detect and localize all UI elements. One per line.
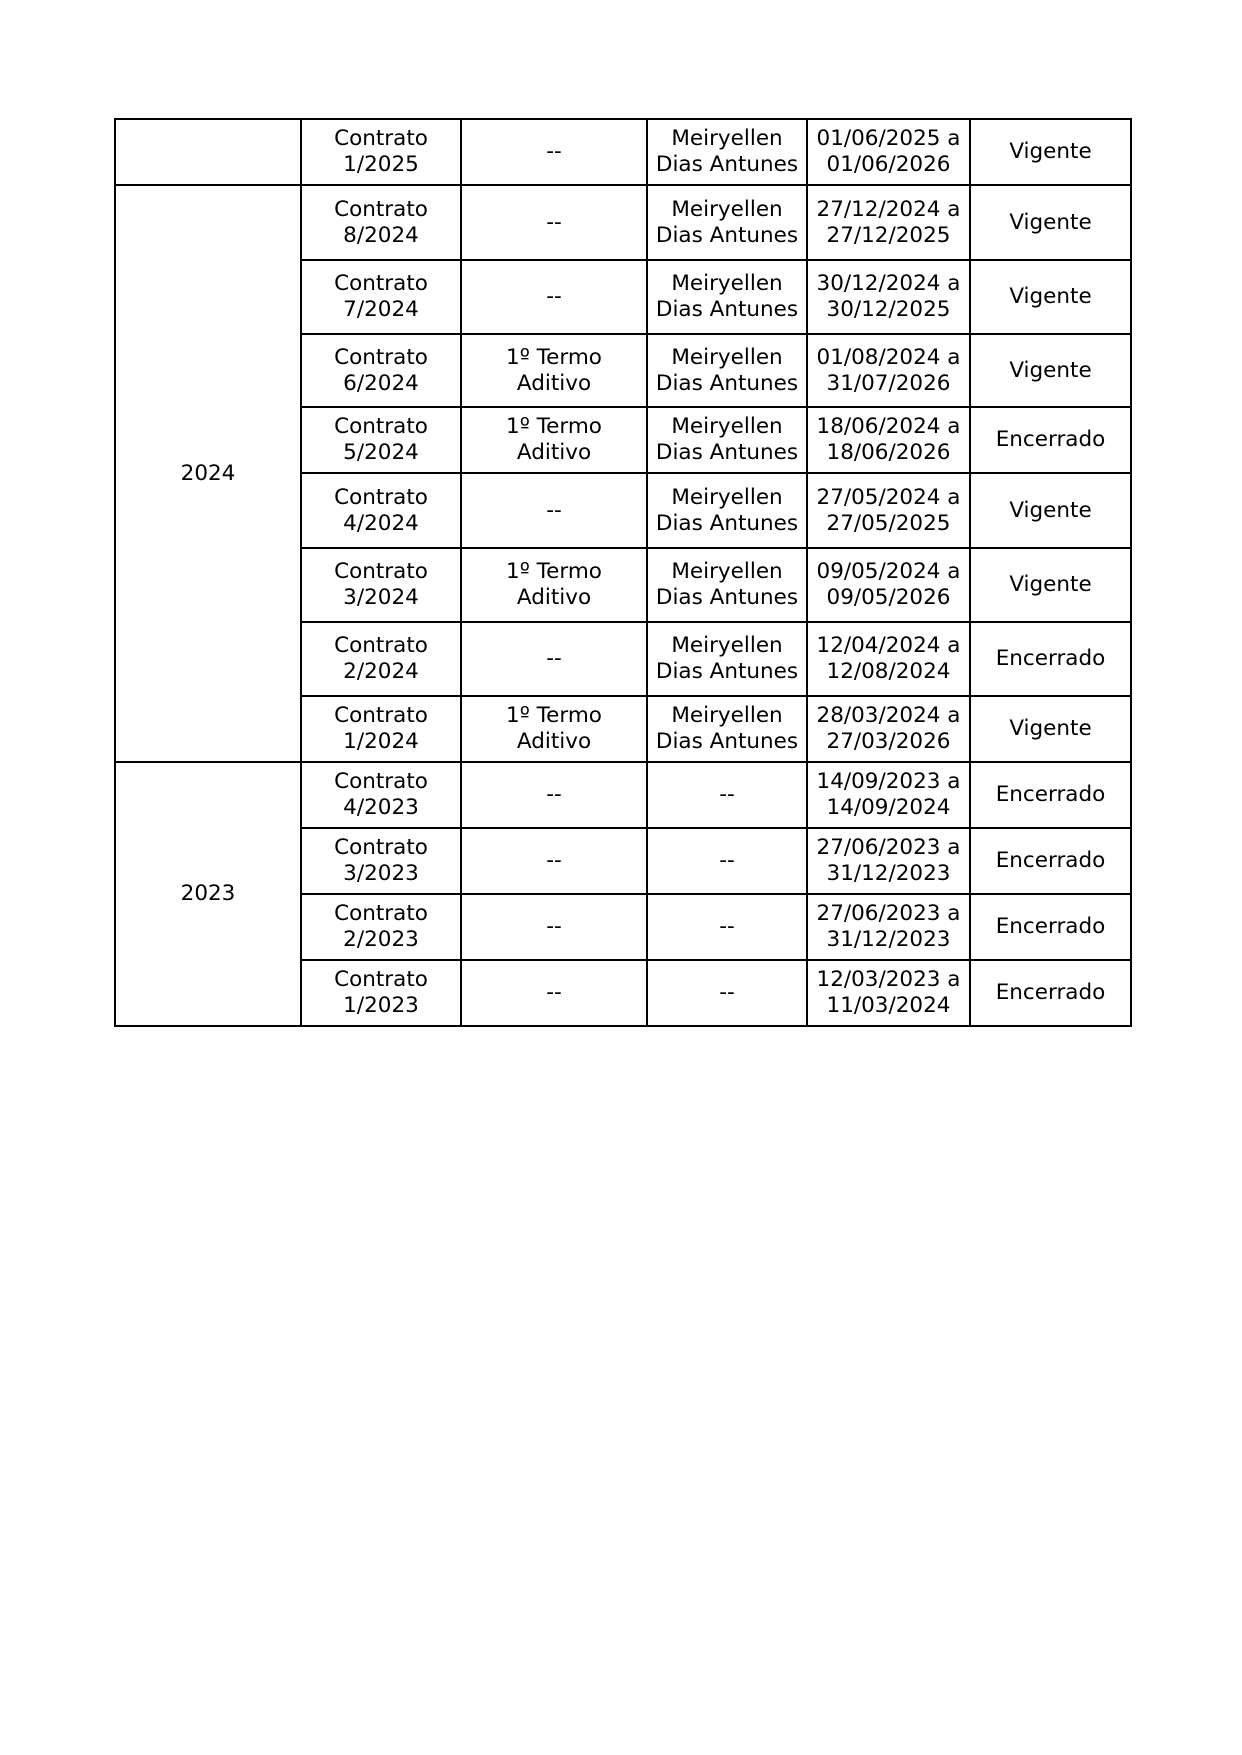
contract-cell: Contrato 2/2023 xyxy=(301,894,461,960)
status-cell: Vigente xyxy=(970,548,1131,622)
term-cell: 1º Termo Aditivo xyxy=(461,407,647,473)
period-cell: 30/12/2024 a 30/12/2025 xyxy=(807,260,970,334)
manager-cell: Meiryellen Dias Antunes xyxy=(647,334,807,407)
period-cell: 09/05/2024 a 09/05/2026 xyxy=(807,548,970,622)
contract-cell: Contrato 7/2024 xyxy=(301,260,461,334)
year-cell: 2024 xyxy=(115,185,301,762)
contract-cell: Contrato 4/2024 xyxy=(301,473,461,548)
manager-cell: Meiryellen Dias Antunes xyxy=(647,622,807,696)
period-cell: 27/06/2023 a 31/12/2023 xyxy=(807,828,970,894)
contracts-table-body xyxy=(115,119,1131,1026)
contract-cell: Contrato 4/2023 xyxy=(301,762,461,828)
period-cell: 12/04/2024 a 12/08/2024 xyxy=(807,622,970,696)
contract-cell: Contrato 1/2023 xyxy=(301,960,461,1026)
manager-cell: Meiryellen Dias Antunes xyxy=(647,407,807,473)
manager-cell: -- xyxy=(647,828,807,894)
status-cell: Encerrado xyxy=(970,960,1131,1026)
contract-cell: Contrato 3/2024 xyxy=(301,548,461,622)
status-cell: Vigente xyxy=(970,473,1131,548)
status-cell: Encerrado xyxy=(970,762,1131,828)
manager-cell: -- xyxy=(647,762,807,828)
manager-cell: Meiryellen Dias Antunes xyxy=(647,696,807,762)
term-cell: 1º Termo Aditivo xyxy=(461,548,647,622)
period-cell: 28/03/2024 a 27/03/2026 xyxy=(807,696,970,762)
term-cell: -- xyxy=(461,622,647,696)
manager-cell: Meiryellen Dias Antunes xyxy=(647,473,807,548)
year-cell: 2023 xyxy=(115,762,301,1026)
contract-cell: Contrato 8/2024 xyxy=(301,185,461,260)
term-cell: -- xyxy=(461,185,647,260)
status-cell: Encerrado xyxy=(970,894,1131,960)
contract-cell: Contrato 2/2024 xyxy=(301,622,461,696)
period-cell: 01/06/2025 a 01/06/2026 xyxy=(807,119,970,185)
contract-cell: Contrato 1/2025 xyxy=(301,119,461,185)
period-cell: 18/06/2024 a 18/06/2026 xyxy=(807,407,970,473)
contract-cell: Contrato 3/2023 xyxy=(301,828,461,894)
period-cell: 27/05/2024 a 27/05/2025 xyxy=(807,473,970,548)
contract-cell: Contrato 6/2024 xyxy=(301,334,461,407)
period-cell: 27/06/2023 a 31/12/2023 xyxy=(807,894,970,960)
period-cell: 12/03/2023 a 11/03/2024 xyxy=(807,960,970,1026)
year-cell xyxy=(115,119,301,185)
term-cell: -- xyxy=(461,119,647,185)
manager-cell: Meiryellen Dias Antunes xyxy=(647,185,807,260)
term-cell: 1º Termo Aditivo xyxy=(461,696,647,762)
period-cell: 27/12/2024 a 27/12/2025 xyxy=(807,185,970,260)
period-cell: 14/09/2023 a 14/09/2024 xyxy=(807,762,970,828)
status-cell: Encerrado xyxy=(970,407,1131,473)
manager-cell: -- xyxy=(647,894,807,960)
status-cell: Encerrado xyxy=(970,622,1131,696)
status-cell: Vigente xyxy=(970,185,1131,260)
table-row xyxy=(115,185,1131,260)
status-cell: Vigente xyxy=(970,260,1131,334)
contract-cell: Contrato 1/2024 xyxy=(301,696,461,762)
term-cell: 1º Termo Aditivo xyxy=(461,334,647,407)
term-cell: -- xyxy=(461,828,647,894)
contracts-table xyxy=(114,118,1132,1027)
manager-cell: Meiryellen Dias Antunes xyxy=(647,119,807,185)
status-cell: Vigente xyxy=(970,119,1131,185)
term-cell: -- xyxy=(461,894,647,960)
term-cell: -- xyxy=(461,473,647,548)
period-cell: 01/08/2024 a 31/07/2026 xyxy=(807,334,970,407)
status-cell: Encerrado xyxy=(970,828,1131,894)
status-cell: Vigente xyxy=(970,334,1131,407)
manager-cell: Meiryellen Dias Antunes xyxy=(647,548,807,622)
contract-cell: Contrato 5/2024 xyxy=(301,407,461,473)
manager-cell: Meiryellen Dias Antunes xyxy=(647,260,807,334)
table-row xyxy=(115,119,1131,185)
status-cell: Vigente xyxy=(970,696,1131,762)
manager-cell: -- xyxy=(647,960,807,1026)
term-cell: -- xyxy=(461,260,647,334)
term-cell: -- xyxy=(461,960,647,1026)
table-row xyxy=(115,762,1131,828)
term-cell: -- xyxy=(461,762,647,828)
